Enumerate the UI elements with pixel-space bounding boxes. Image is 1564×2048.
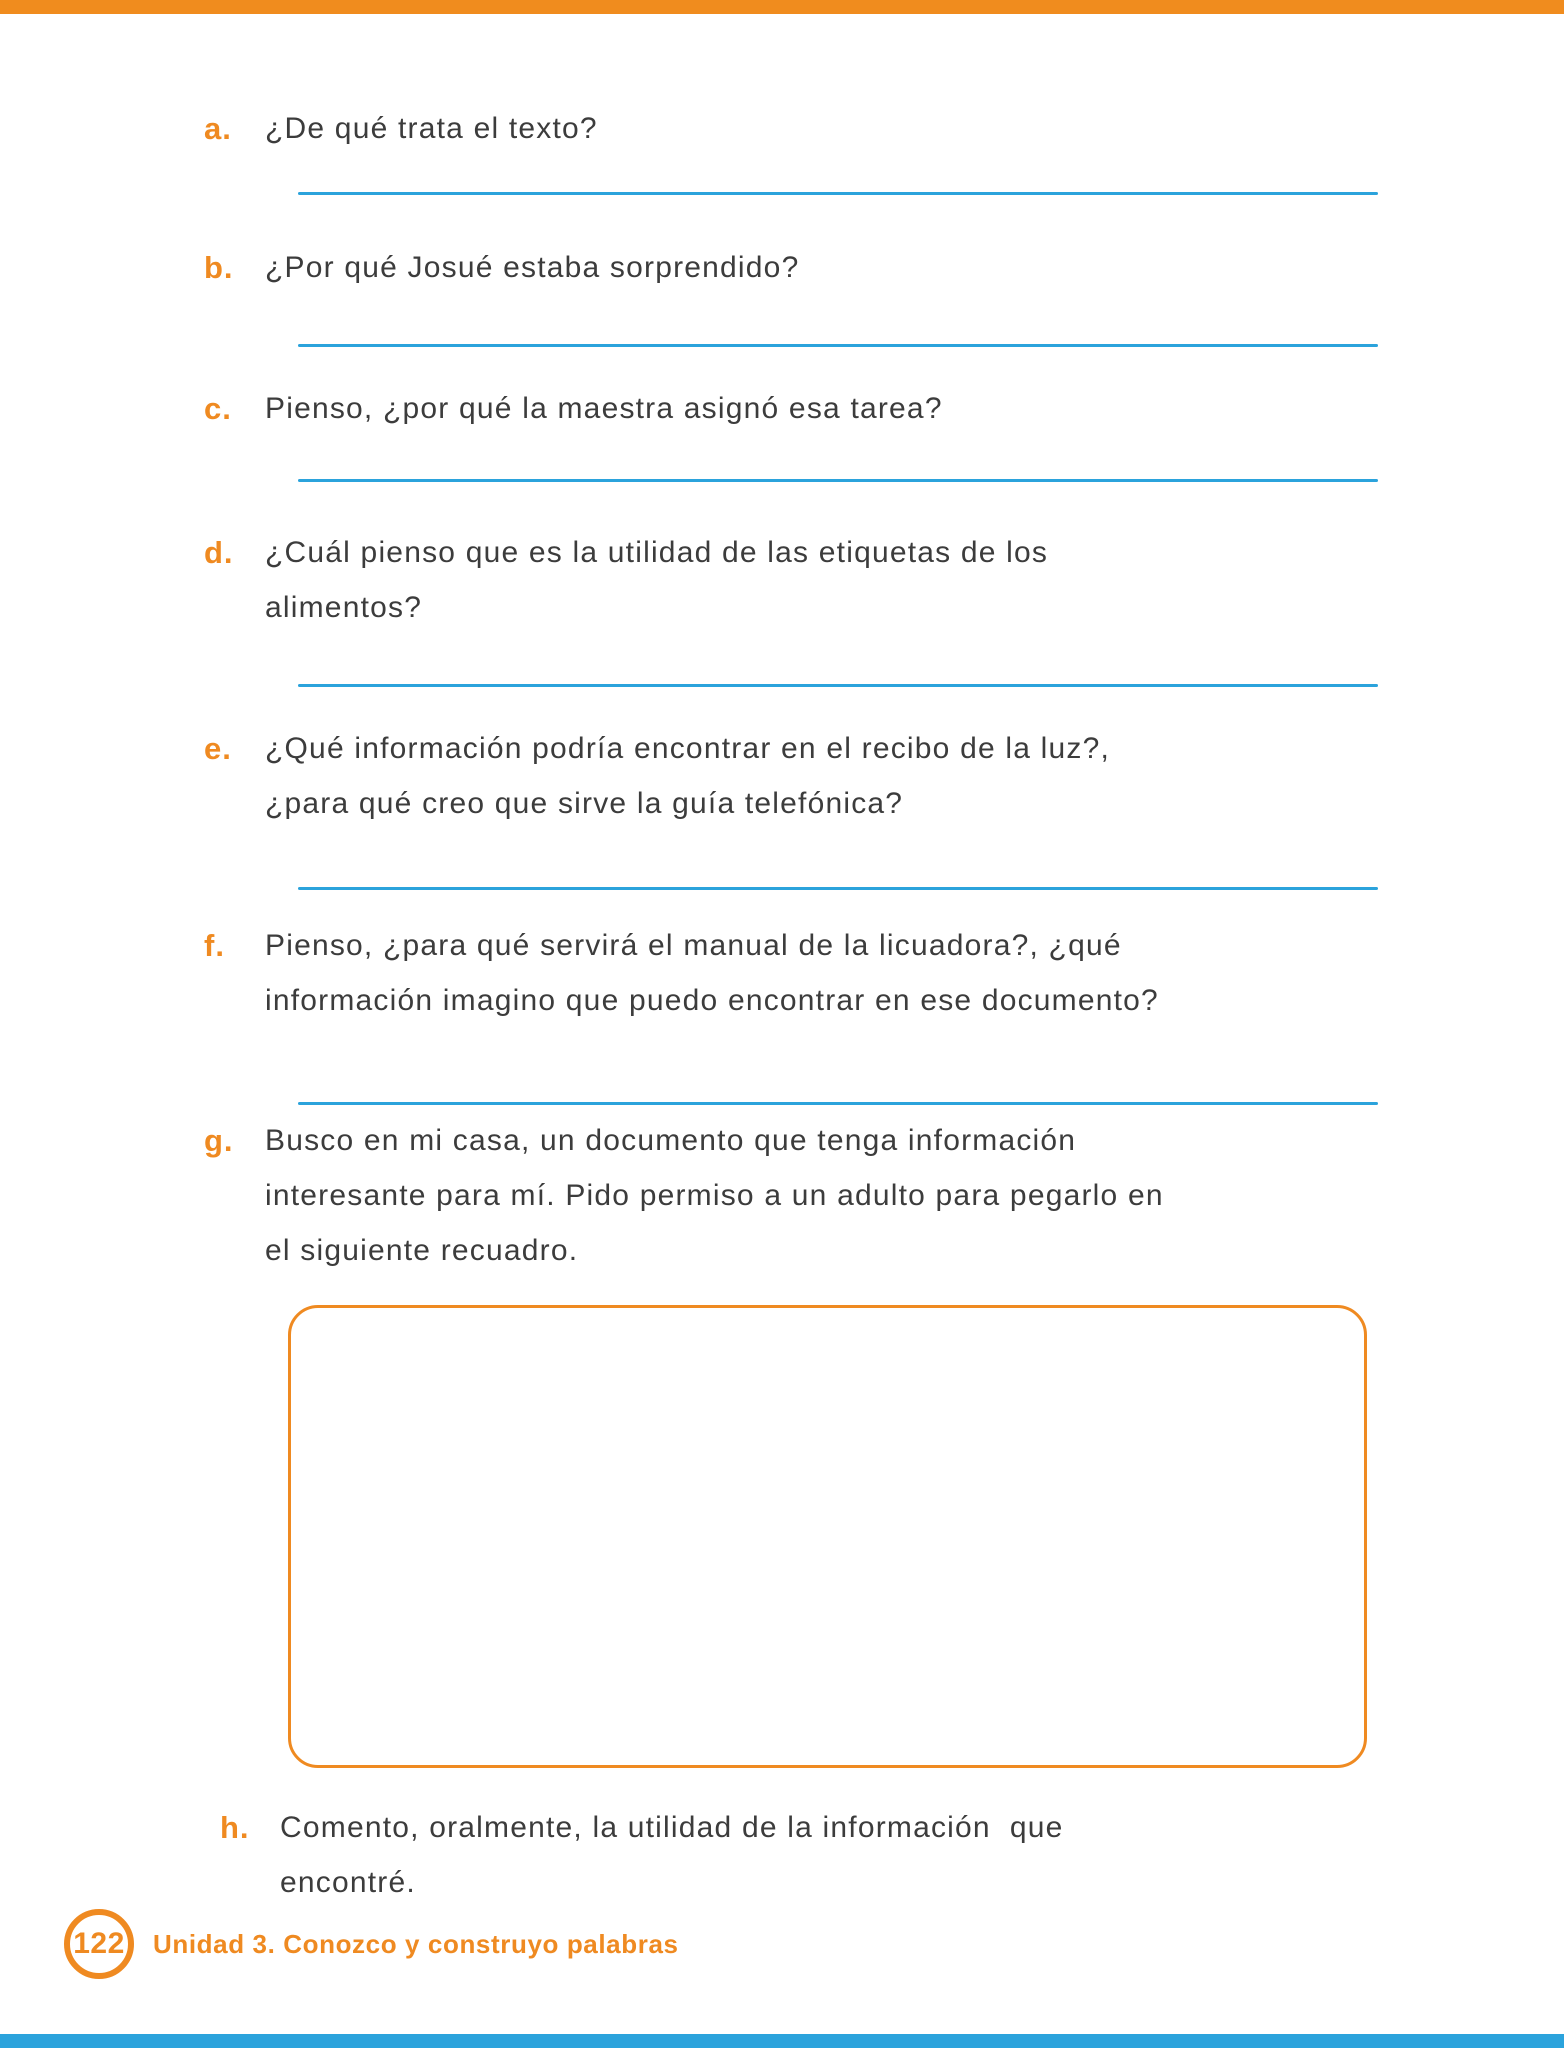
paste-document-box: [288, 1305, 1367, 1768]
bottom-edge-strip: [0, 2034, 1564, 2048]
page-number-badge: [64, 1909, 134, 1979]
question-text-line: ¿Por qué Josué estaba sorprendido?: [265, 251, 800, 284]
question-text-line: Comento, oralmente, la utilidad de la información que: [280, 1811, 1064, 1844]
question-text-line: interesante para mí. Pido permiso a un adulto para pegarlo en: [265, 1179, 1164, 1212]
question-letter: d.: [204, 535, 234, 570]
question-letter: b.: [204, 250, 234, 285]
question-letter: h.: [220, 1810, 250, 1845]
question-letter: a.: [204, 111, 232, 146]
answer-rule-line: [298, 344, 1378, 347]
question-text-line: ¿Cuál pienso que es la utilidad de las etiquetas de los: [265, 536, 1049, 569]
question-letter: c.: [204, 391, 232, 426]
question-text-line: información imagino que puedo encontrar en ese documento?: [265, 984, 1159, 1017]
question-text-line: ¿para qué creo que sirve la guía telefónica?: [265, 787, 904, 820]
question-text-line: Pienso, ¿para qué servirá el manual de la licuadora?, ¿qué: [265, 929, 1122, 962]
question-letter: e.: [204, 731, 232, 766]
answer-rule-line: [298, 887, 1378, 890]
question-text-line: encontré.: [280, 1866, 416, 1899]
question-letter: g.: [204, 1123, 234, 1158]
question-text-line: ¿Qué información podría encontrar en el recibo de la luz?,: [265, 732, 1111, 765]
answer-rule-line: [298, 192, 1378, 195]
answer-rule-line: [298, 1102, 1378, 1105]
question-text-line: Pienso, ¿por qué la maestra asignó esa tarea?: [265, 392, 943, 425]
page-footer: [0, 1905, 1564, 1985]
question-letter: f.: [204, 928, 225, 963]
page-number: 122: [73, 1927, 125, 1960]
answer-rule-line: [298, 479, 1378, 482]
question-text-line: el siguiente recuadro.: [265, 1234, 579, 1267]
question-text-line: Busco en mi casa, un documento que tenga información: [265, 1124, 1077, 1157]
top-edge-strip: [0, 0, 1564, 14]
answer-rule-line: [298, 684, 1378, 687]
question-text-line: alimentos?: [265, 591, 423, 624]
unit-title: Unidad 3. Conozco y construyo palabras: [153, 1928, 679, 1959]
question-text-line: ¿De qué trata el texto?: [265, 112, 598, 145]
